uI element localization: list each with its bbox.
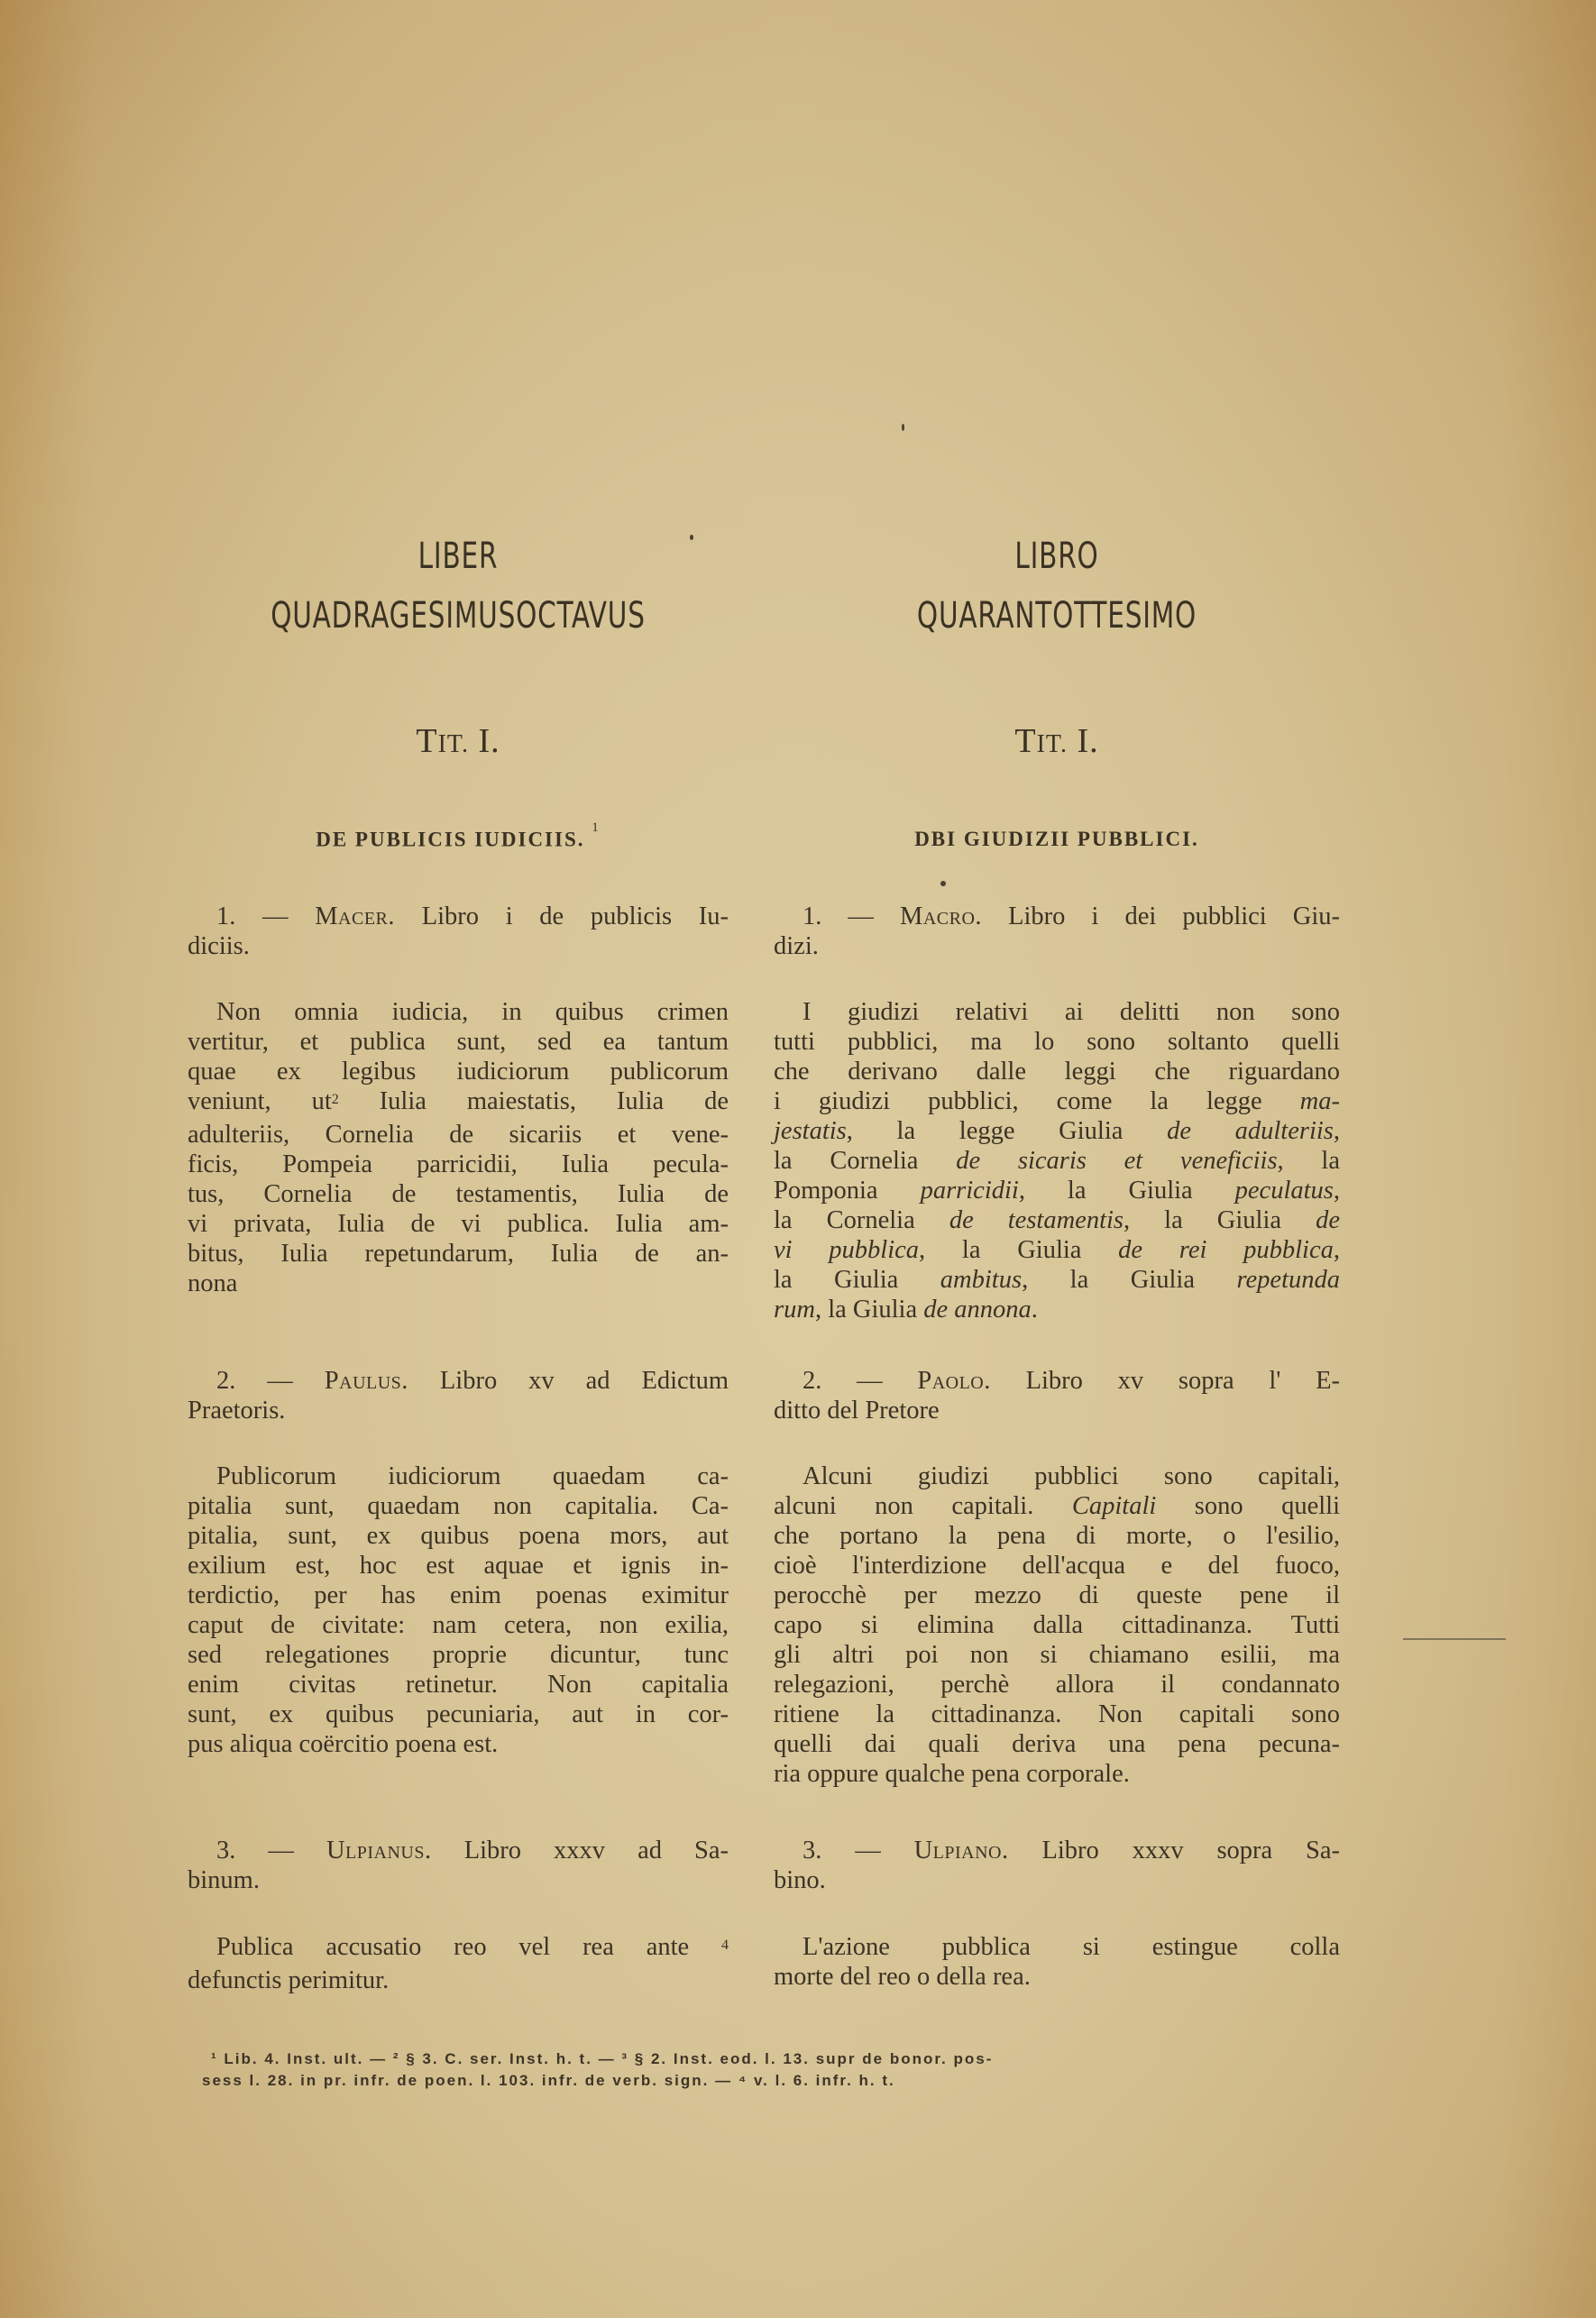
text-segment: ria oppure qualche pena corporale. — [774, 1760, 1130, 1788]
margin-rule — [1403, 1638, 1506, 1640]
fragment-number: 2. — — [803, 1367, 883, 1395]
fragment-heading-line: ditto del Pretore — [774, 1397, 940, 1425]
text-line: exilium est, hoc est aquae et ignis in- — [188, 1552, 729, 1580]
text-line — [774, 1057, 1340, 1086]
text-segment: I giudizi relativi ai delitti non sono — [803, 998, 1340, 1026]
text-line — [774, 1176, 1340, 1205]
text-segment: tutti pubblici, ma lo sono soltanto quelli — [774, 1028, 1340, 1056]
latin-fragment-2-text — [188, 1461, 729, 1759]
fragment-author: Ulpiano. — [913, 1837, 1009, 1864]
fragment-heading-line: bino. — [774, 1866, 826, 1894]
text-segment: Pomponia — [774, 1177, 921, 1205]
ink-speck — [690, 535, 693, 540]
text-line: sed relegationes proprie dicuntur, tunc — [188, 1641, 729, 1669]
text-line — [774, 1759, 1340, 1789]
latin-title-heading — [188, 721, 729, 761]
text-segment: la Cornelia — [774, 1206, 949, 1234]
italian-fragment-1-heading — [774, 902, 1340, 961]
text-line — [774, 1146, 1340, 1176]
latin-rubric-text: DE PUBLICIS IUDICIIS. — [316, 828, 585, 851]
text-segment: , la Giulia — [814, 1296, 924, 1324]
text-segment: relegazioni, perchè allora il condannato — [774, 1671, 1340, 1699]
footnote-ref: 4 — [721, 1938, 729, 1953]
footnote-ref: 2 — [331, 1092, 339, 1107]
text-line — [774, 1235, 1340, 1265]
fragment-number: 1. — — [216, 902, 289, 930]
text-segment: . — [1031, 1296, 1038, 1324]
text-segment: Iulia maiestatis, Iulia de — [379, 1087, 729, 1115]
fragment-heading-line — [188, 1366, 729, 1396]
footnote-line: ¹ Lib. 4. Inst. ult. — ² § 3. C. ser. Inst. h. t. — ³ § 2. Inst. eod. l. 13. supr de bonor. pos- — [211, 2050, 994, 2067]
fragment-source: Libro xxxv ad Sa- — [463, 1837, 729, 1864]
fragment-author: Macer. — [315, 902, 396, 930]
italian-rubric: DBI GIUDIZII PUBBLICI. — [914, 828, 1199, 850]
text-segment: , la Giulia — [1018, 1177, 1235, 1205]
fragment-source: Libro i dei pubblici Giu- — [1008, 902, 1341, 930]
text-line — [774, 1700, 1340, 1729]
text-segment: quelli dai quali deriva una pena pecuna- — [774, 1730, 1340, 1758]
italian-title-T: T — [1014, 722, 1037, 760]
text-line — [774, 1521, 1340, 1551]
latin-book-title-line1: LIBER — [417, 536, 499, 577]
text-segment: , la — [1277, 1147, 1340, 1175]
fragment-heading-line — [188, 1836, 729, 1865]
text-segment: , — [1333, 1117, 1341, 1145]
italic-text-segment: ambitus — [940, 1266, 1023, 1294]
italian-fragment-3-text — [774, 1932, 1340, 1992]
text-line: pitalia, sunt, ex quibus poena mors, aut — [188, 1522, 729, 1550]
text-line: caput de civitate: nam cetera, non exilia, — [188, 1611, 729, 1639]
text-line — [774, 1027, 1340, 1057]
footnote-line: sess l. 28. in pr. infr. de poen. l. 103. infr. de verb. sign. — ⁴ v. l. 6. infr. h. t. — [202, 2072, 895, 2089]
text-segment: , la legge Giulia — [846, 1117, 1168, 1145]
fragment-source: Libro xxxv sopra Sa- — [1041, 1837, 1341, 1864]
text-segment: alcuni non capitali. — [774, 1492, 1072, 1520]
italian-fragment-2-heading — [774, 1366, 1340, 1425]
text-line — [774, 1461, 1340, 1491]
text-segment: che derivano dalle leggi che riguardano — [774, 1058, 1340, 1086]
ink-speck — [940, 881, 946, 886]
text-line — [774, 1670, 1340, 1700]
italic-text-segment: de adulteriis — [1167, 1117, 1334, 1145]
italian-fragment-1-text — [774, 997, 1340, 1324]
text-line: sunt, ex quibus pecuniaria, aut in cor- — [188, 1700, 729, 1728]
latin-fragment-3-text — [188, 1932, 729, 1995]
text-segment: veniunt, ut — [188, 1087, 332, 1115]
italian-fragment-2-text — [774, 1461, 1340, 1789]
text-line: defunctis perimitur. — [188, 1966, 390, 1994]
fragment-author: Paulus. — [324, 1367, 408, 1395]
fragment-heading-line: diciis. — [188, 932, 250, 960]
text-segment: perocchè per mezzo di queste pene il — [774, 1581, 1340, 1609]
italic-text-segment: de — [1316, 1206, 1340, 1234]
text-line: adulteriis, Cornelia de sicariis et vene- — [188, 1121, 729, 1149]
text-segment: , la Giulia — [919, 1236, 1119, 1264]
italic-text-segment: de sicaris et veneficiis — [956, 1147, 1278, 1175]
latin-title-prefix: IT. — [437, 730, 469, 758]
text-line — [774, 1205, 1340, 1235]
italian-book-title — [825, 527, 1289, 646]
text-segment: la Giulia — [774, 1266, 940, 1294]
latin-fragment-1-heading — [188, 902, 729, 961]
text-segment: , la Giulia — [1124, 1206, 1316, 1234]
text-segment: Alcuni giudizi pubblici sono capitali, — [803, 1462, 1340, 1490]
text-segment: la Cornelia — [774, 1147, 957, 1175]
italic-text-segment: de rei pubblica — [1118, 1236, 1334, 1264]
text-line: terdictio, per has enim poenas eximitur — [188, 1581, 729, 1609]
latin-rubric — [188, 820, 729, 852]
fragment-heading-line: Praetoris. — [188, 1397, 286, 1425]
text-segment: morte del reo o della rea. — [774, 1963, 1031, 1991]
fragment-number: 1. — — [803, 902, 874, 930]
text-segment: gli altri poi non si chiamano esilii, ma — [774, 1641, 1340, 1669]
text-line — [774, 1491, 1340, 1521]
italic-text-segment: peculatus — [1234, 1177, 1334, 1205]
text-segment: ritiene la cittadinanza. Non capitali sono — [774, 1700, 1340, 1728]
text-line — [774, 997, 1340, 1027]
text-line: vi privata, Iulia de vi publica. Iulia am- — [188, 1210, 729, 1238]
text-segment: , — [1333, 1177, 1340, 1205]
text-line — [774, 1580, 1340, 1610]
text-line: bitus, Iulia repetundarum, Iulia de an- — [188, 1240, 729, 1268]
footnotes — [202, 2048, 1335, 2092]
fragment-author: Macro. — [900, 902, 983, 930]
italian-title-number: I. — [1077, 722, 1099, 760]
latin-fragment-1-text — [188, 997, 729, 1298]
text-line: vertitur, et publica sunt, sed ea tantum — [188, 1028, 729, 1056]
text-line — [774, 1640, 1340, 1670]
fragment-author: Ulpianus. — [326, 1837, 432, 1864]
text-line — [774, 1086, 1340, 1116]
italic-text-segment: de testamentis — [949, 1206, 1124, 1234]
italian-fragment-3-heading — [774, 1836, 1340, 1895]
latin-fragment-3-heading — [188, 1836, 729, 1895]
text-line: Non omnia iudicia, in quibus crimen — [216, 998, 729, 1026]
fragment-heading-line: binum. — [188, 1866, 260, 1894]
text-segment: che portano la pena di morte, o l'esilio, — [774, 1522, 1340, 1550]
italian-book-title-line2: QUARANTOTTESIMO — [916, 595, 1197, 637]
latin-title-T: T — [416, 722, 438, 760]
latin-book-title-line2: QUADRAGESIMUSOCTAVUS — [271, 595, 646, 637]
italic-text-segment: repetunda — [1236, 1266, 1340, 1294]
text-line: Publicorum iudiciorum quaedam ca- — [216, 1462, 729, 1490]
fragment-source: Libro i de publicis Iu- — [421, 902, 729, 930]
fragment-heading-line: dizi. — [774, 932, 819, 960]
italian-book-title-line1: LIBRO — [1014, 536, 1099, 577]
text-line: enim civitas retinetur. Non capitalia — [188, 1671, 729, 1699]
text-segment: capo si elimina dalla cittadinanza. Tutti — [774, 1611, 1340, 1639]
text-line: quae ex legibus iudiciorum publicorum — [188, 1058, 729, 1086]
italian-title-prefix: IT. — [1036, 730, 1068, 758]
italic-text-segment: Capitali — [1071, 1492, 1157, 1520]
latin-title-number: I. — [478, 722, 500, 760]
text-line — [774, 1295, 1340, 1324]
text-segment: cioè l'interdizione dell'acqua e del fuoco, — [774, 1552, 1340, 1580]
text-line — [774, 1265, 1340, 1295]
text-line — [188, 1086, 729, 1120]
text-line: pus aliqua coërcitio poena est. — [188, 1730, 499, 1758]
text-line — [774, 1610, 1340, 1640]
latin-book-title — [236, 527, 680, 646]
text-line — [774, 1551, 1340, 1580]
text-segment: sono quelli — [1156, 1492, 1340, 1520]
italic-text-segment: parricidii — [920, 1177, 1019, 1205]
italic-text-segment: de annona — [923, 1296, 1032, 1324]
latin-rubric-footnote-ref: 1 — [592, 820, 601, 835]
text-line — [774, 1932, 1340, 1962]
text-segment: , la Giulia — [1022, 1266, 1237, 1294]
italian-title-heading — [774, 721, 1340, 761]
fragment-heading-line — [188, 902, 729, 931]
fragment-number: 2. — — [216, 1367, 293, 1395]
text-line: ficis, Pompeia parricidii, Iulia pecula- — [188, 1150, 729, 1178]
text-line: nona — [188, 1269, 238, 1297]
fragment-source: Libro xv sopra l' E- — [1025, 1367, 1341, 1395]
text-line — [188, 1932, 729, 1965]
fragment-heading-line — [774, 1366, 1340, 1396]
fragment-author: Paolo. — [917, 1367, 991, 1395]
fragment-source: Libro xv ad Edictum — [439, 1367, 729, 1395]
latin-fragment-2-heading — [188, 1366, 729, 1425]
fragment-number: 3. — — [216, 1837, 294, 1864]
text-line — [774, 1116, 1340, 1146]
text-line — [774, 1729, 1340, 1759]
text-segment: i giudizi pubblici, come la legge — [774, 1087, 1300, 1115]
fragment-heading-line — [774, 1836, 1340, 1865]
text-line: tus, Cornelia de testamentis, Iulia de — [188, 1180, 729, 1208]
italic-text-segment: ma- — [1299, 1087, 1340, 1115]
fragment-number: 3. — — [803, 1837, 881, 1864]
ink-speck — [902, 424, 904, 431]
italic-text-segment: rum — [774, 1296, 815, 1324]
text-segment: Publica accusatio reo vel rea ante — [216, 1933, 690, 1961]
fragment-heading-line — [774, 902, 1340, 931]
text-segment: , — [1333, 1236, 1340, 1264]
italic-text-segment: jestatis — [774, 1117, 847, 1145]
text-line — [774, 1962, 1340, 1992]
text-segment: L'azione pubblica si estingue colla — [803, 1933, 1340, 1961]
italic-text-segment: vi pubblica — [774, 1236, 920, 1264]
text-line: pitalia sunt, quaedam non capitalia. Ca- — [188, 1492, 729, 1520]
